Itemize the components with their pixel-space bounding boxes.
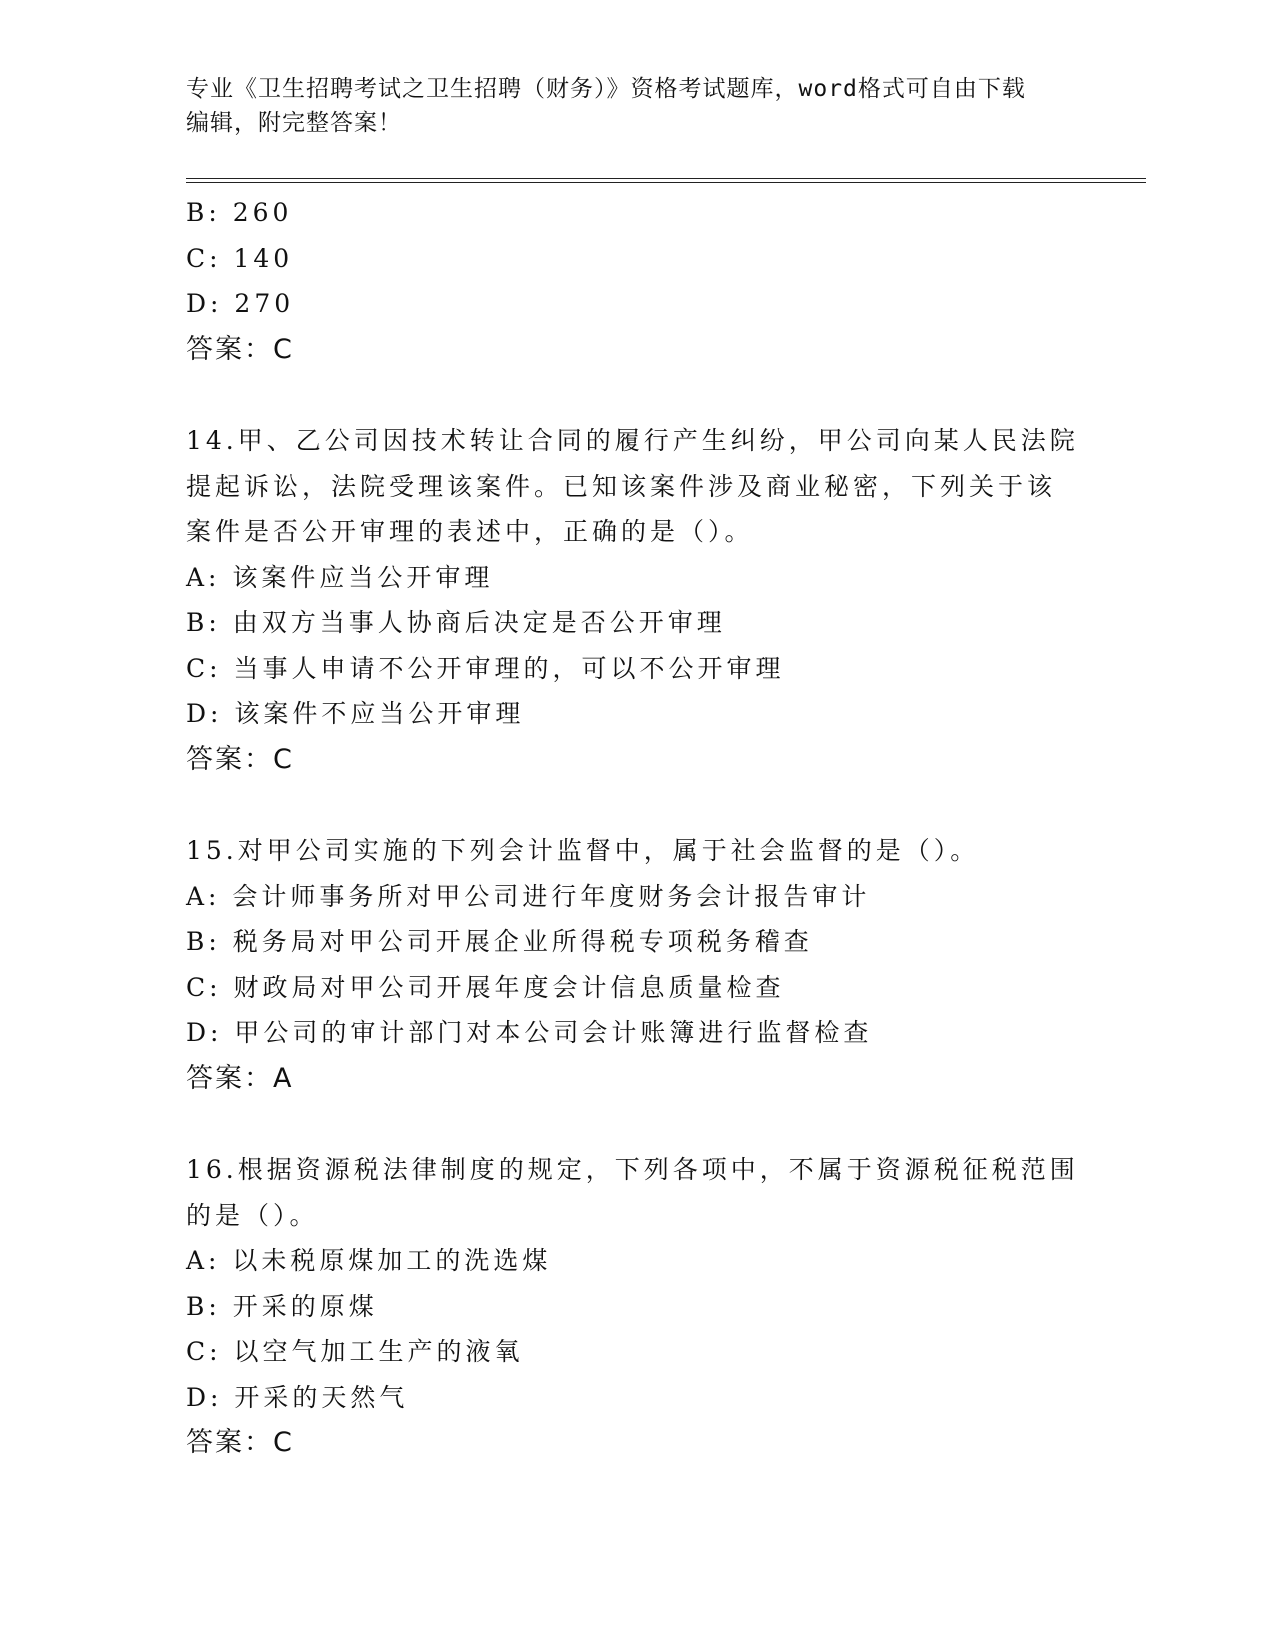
question-stem-line: 14.甲、乙公司因技术转让合同的履行产生纠纷，甲公司向某人民法院: [186, 426, 1079, 455]
option-d: D: 开采的天然气: [186, 1382, 409, 1412]
answer-line: 答案：C: [186, 1427, 294, 1458]
header-line-1: 专业《卫生招聘考试之卫生招聘（财务）》资格考试题库，word格式可自由下载: [186, 76, 1026, 102]
document-header: [186, 72, 1066, 140]
question-stem-line: 15.对甲公司实施的下列会计监督中，属于社会监督的是（）。: [186, 836, 980, 865]
question-13-continued: [186, 190, 1086, 372]
header-line-2: 编辑，附完整答案！: [186, 110, 402, 136]
option-c: C: 以空气加工生产的液氧: [186, 1337, 524, 1366]
option-a: A: 会计师事务所对甲公司进行年度财务会计报告审计: [186, 881, 871, 911]
option-c: C: 140: [186, 243, 294, 273]
question-list: [186, 190, 1086, 1466]
option-d: D: 270: [186, 289, 295, 318]
answer-line: 答案：C: [186, 743, 294, 775]
header-divider-top: [186, 178, 1146, 179]
option-b: B: 税务局对甲公司开展企业所得税专项税务稽查: [186, 927, 813, 956]
option-c: C: 当事人申请不公开审理的，可以不公开审理: [186, 653, 785, 683]
option-a: A: 该案件应当公开审理: [186, 562, 494, 592]
header-divider-bottom: [186, 182, 1146, 183]
answer-line: 答案：C: [186, 333, 294, 365]
answer-line: 答案：A: [186, 1062, 294, 1094]
question-14: [186, 418, 1086, 782]
option-a: A: 以未税原煤加工的洗选煤: [186, 1246, 552, 1275]
question-stem-line: 的是（）。: [186, 1200, 319, 1230]
question-16: [186, 1147, 1086, 1466]
option-b: B: 260: [186, 198, 293, 227]
question-15: [186, 828, 1086, 1101]
question-stem-line: 提起诉讼，法院受理该案件。已知该案件涉及商业秘密，下列关于该: [186, 471, 1057, 501]
option-d: D: 该案件不应当公开审理: [186, 699, 525, 728]
option-c: C: 财政局对甲公司开展年度会计信息质量检查: [186, 972, 785, 1002]
option-d: D: 甲公司的审计部门对本公司会计账簿进行监督检查: [186, 1018, 873, 1047]
question-stem-line: 16.根据资源税法律制度的规定，下列各项中，不属于资源税征税范围: [186, 1155, 1079, 1184]
option-b: B: 由双方当事人协商后决定是否公开审理: [186, 608, 726, 637]
question-stem-line: 案件是否公开审理的表述中，正确的是（）。: [186, 517, 754, 546]
option-b: B: 开采的原煤: [186, 1291, 378, 1321]
